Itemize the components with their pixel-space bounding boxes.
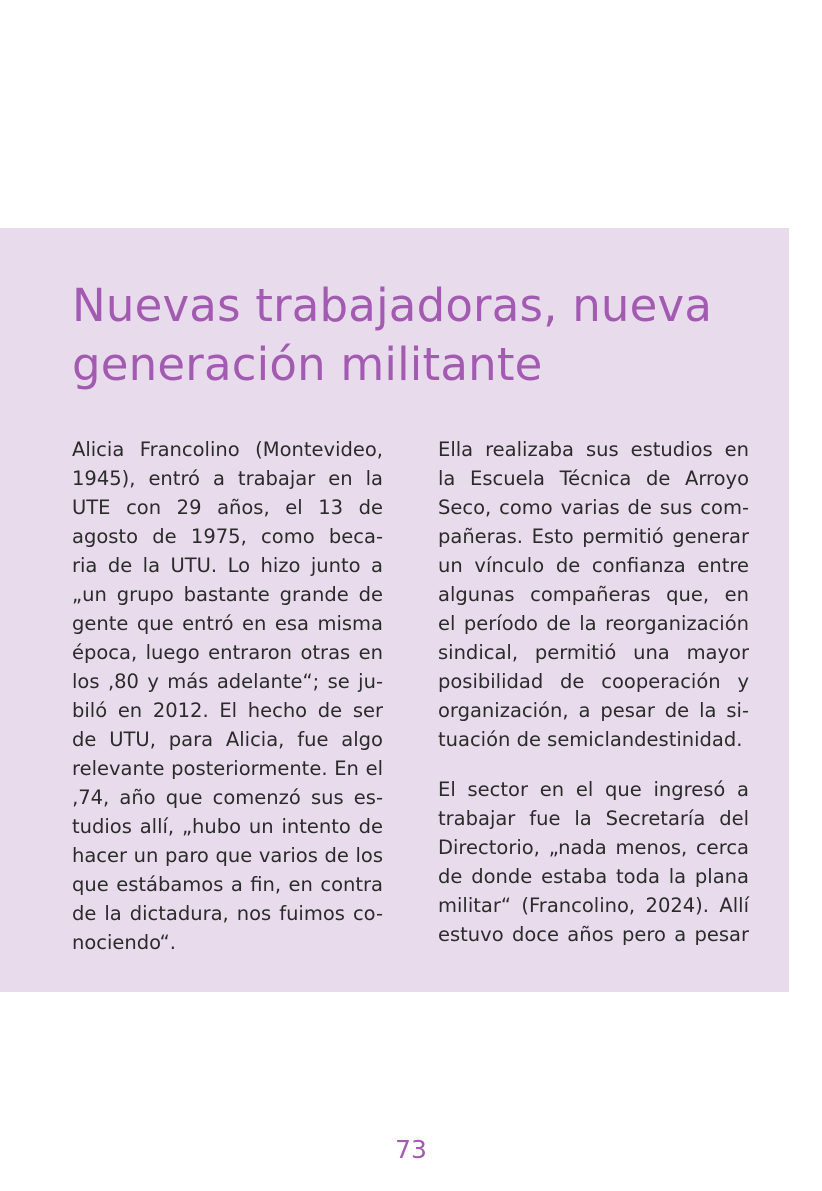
text-line: trabajar fue la Secretaría del [438,807,749,830]
section-title [72,276,772,394]
text-line: de UTU, para Alicia, fue algo [72,728,383,751]
right-column [438,435,749,949]
text-line: tuación de semiclandestinidad. [438,728,743,751]
text-line: relevante posteriormente. En el [72,757,383,780]
text-line: UTE con 29 años, el 13 de [72,496,383,519]
text-line: los ‚80 y más adelante“; se ju- [72,670,383,693]
text-line: de donde estaba toda la plana [438,865,749,888]
text-line: sindical, permitió una mayor [438,641,749,664]
text-line: Ella realizaba sus estudios en [438,438,749,461]
text-line: que estábamos a fin, en contra [72,873,383,896]
text-line: 1945), entró a trabajar en la [72,467,383,490]
title-line: Nuevas trabajadoras, nueva [72,279,713,332]
text-line: biló en 2012. El hecho de ser [72,699,383,722]
text-line: estuvo doce años pero a pesar [438,923,749,946]
text-line: el período de la reorganización [438,612,749,635]
text-line: organización, a pesar de la si- [438,699,749,722]
text-line: pañeras. Esto permitió generar [438,525,749,548]
text-line: Directorio, „nada menos, cerca [438,836,749,859]
text-line: militar“ (Francolino, 2024). Allí [438,894,749,917]
text-line: El sector en el que ingresó a [438,778,749,801]
text-line: algunas compañeras que, en [438,583,749,606]
text-line: tudios allí, „hubo un intento de [72,815,383,838]
title-line: generación militante [72,338,543,391]
text-line: hacer un paro que varios de los [72,844,383,867]
text-line: gente que entró en esa misma [72,612,383,635]
text-line: un vínculo de confianza entre [438,554,749,577]
text-line: „un grupo bastante grande de [72,583,383,606]
page-number: 73 [395,1135,427,1164]
paragraph-gap [438,754,749,775]
left-column [72,435,383,957]
text-line: Alicia Francolino (Montevideo, [72,438,383,461]
text-line: la Escuela Técnica de Arroyo [438,467,749,490]
text-line: ‚74, año que comenzó sus es- [72,786,383,809]
text-line: agosto de 1975, como beca- [72,525,383,548]
text-line: nociendo“. [72,931,176,954]
text-line: posibilidad de cooperación y [438,670,749,693]
text-line: ria de la UTU. Lo hizo junto a [72,554,383,577]
text-line: época, luego entraron otras en [72,641,383,664]
text-line: Seco, como varias de sus com- [438,496,749,519]
text-line: de la dictadura, nos fuimos co- [72,902,383,925]
